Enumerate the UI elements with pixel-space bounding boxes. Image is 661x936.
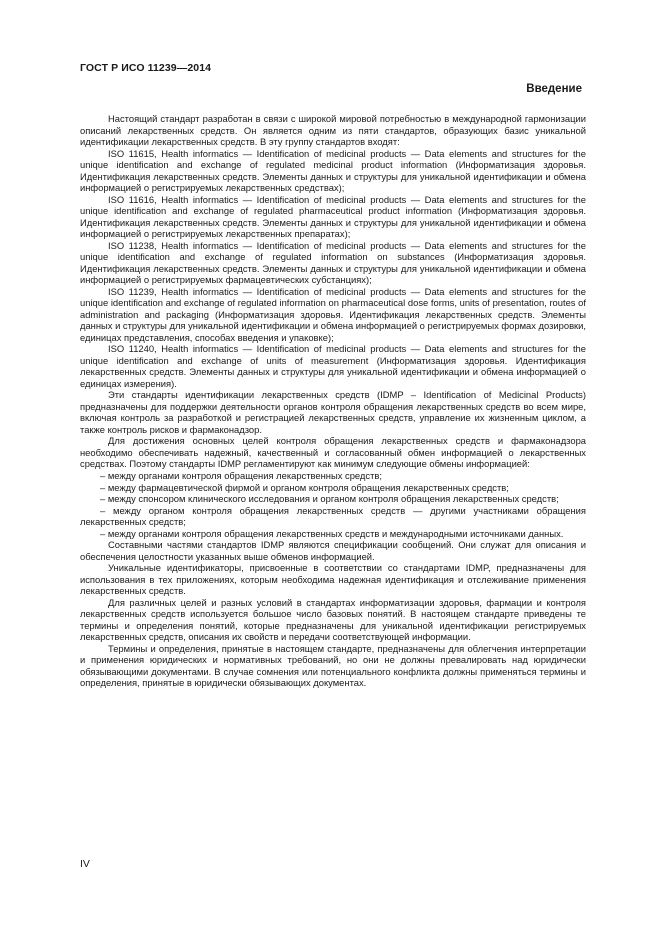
information-exchange-paragraph: Для достижения основных целей контроля обращения лекарственных средств и фармаконадзора необходимо обеспечивать надежный, качественный и согласованный обмен информацией о лекарственных средствах. Поэтому стандарты IDMP регламентируют как минимум следующие обмены информацией:	[80, 435, 586, 470]
page-title: Введение	[526, 83, 582, 95]
standard-item-iso-11239: ISO 11239, Health informatics — Identification of medicinal products — Data elements and structures for the unique identification and exchange of regulated information on pharmaceutical dose forms, units of presentation, routes of administration and packaging (Информатизация здоровья. Идентификация лекарственных средств. Элементы данных и структуры для уникальной идентификации и обмена информацией о регистрируемых формах дозировки, единицах представления, способах введения и упаковке);	[80, 285, 586, 343]
document-body	[80, 113, 586, 689]
bullet-item: – между спонсором клинического исследования и органом контроля обращения лекарственных средств;	[100, 493, 559, 505]
intro-paragraph: Настоящий стандарт разработан в связи с широкой мировой потребностью в международной гармонизации описаний лекарственных средств. Он является одним из пяти стандартов, образующих базис уникальной идентификации лекарственных средств. В эту группу стандартов входят:	[80, 113, 586, 148]
standard-item-iso-11615: ISO 11615, Health informatics — Identification of medicinal products — Data elements and structures for the unique identification and exchange of regulated medicinal product information (Информатизация здоровья. Идентификация лекарственных средств. Элементы данных и структуры для уникальной идентификации и обмена информацией о регистрируемых лекарственных средствах);	[80, 147, 586, 194]
terms-definitions-paragraph: Термины и определения, принятые в настоящем стандарте, предназначены для облегчения интерпретации и применения юридических и нормативных требований, но они не должны превалировать над юридически обязывающими документами. В случае сомнения или потенциального конфликта должны применяться термины и определения, принятые в юридически обязывающих документах.	[80, 642, 586, 689]
message-specifications-paragraph: Составными частями стандартов IDMP являются спецификации сообщений. Они служат для описания и обеспечения целостности указанных выше обменов информацией.	[80, 539, 586, 562]
standard-item-iso-11616: ISO 11616, Health informatics — Identification of medicinal products — Data elements and structures for the unique identification and exchange of regulated pharmaceutical product information (Информатизация здоровья. Идентификация лекарственных средств. Элементы данных и структуры для уникальной идентификации и обмена информацией о регистрируемых лекарственных препаратах);	[80, 193, 586, 240]
standard-item-iso-11240: ISO 11240, Health informatics — Identification of medicinal products — Data elements and structures for the unique identification and exchange of units of measurement (Информатизация здоровья. Идентификация лекарственных средств. Элементы данных и структуры для уникальной идентификации и обмена информацией о единицах измерения).	[80, 343, 586, 389]
standard-item-iso-11238: ISO 11238, Health informatics — Identification of medicinal products — Data elements and structures for the unique identification and exchange of regulated information on substances (Информатизация здоровья. Идентификация лекарственных средств. Элементы данных и структуры для уникальной идентификации и обмена информацией о регистрируемых фармацевтических субстанциях);	[80, 239, 586, 286]
page-number: IV	[80, 858, 90, 870]
bullet-item: – между органами контроля обращения лекарственных средств;	[100, 469, 382, 481]
bullet-item: – между органами контроля обращения лекарственных средств и международными источниками данных.	[100, 527, 564, 539]
unique-identifiers-paragraph: Уникальные идентификаторы, присвоенные в соответствии со стандартами IDMP, предназначены для использования в тех приложениях, которым необходима надежная идентификация и отслеживание применения лекарственных средств.	[80, 562, 586, 597]
basic-concepts-paragraph: Для различных целей и разных условий в стандартах информатизации здоровья, фармации и контроля лекарственных средств используется большое число базовых понятий. В настоящем стандарте приведены те термины и определения понятий, которые предназначены для уникальной идентификации регистрируемых лекарственных средств, описания их свойств и передачи соответствующей информации.	[80, 596, 586, 643]
bullet-item: – между органом контроля обращения лекарственных средств — другими участниками обращения лекарственных средств;	[80, 504, 586, 528]
document-code: ГОСТ Р ИСО 11239—2014	[80, 62, 212, 74]
idmp-purpose-paragraph: Эти стандарты идентификации лекарственных средств (IDMP – Identification of Medicinal Products) предназначены для поддержки деятельности органов контроля обращения лекарственных средств во всем мире, включая контроль за разработкой и регистрацией лекарственных средств, управление их жизненным циклом, а также контроль рисков и фармаконадзор.	[80, 389, 586, 435]
bullet-item: – между фармацевтической фирмой и органом контроля обращения лекарственных средств;	[100, 481, 509, 493]
